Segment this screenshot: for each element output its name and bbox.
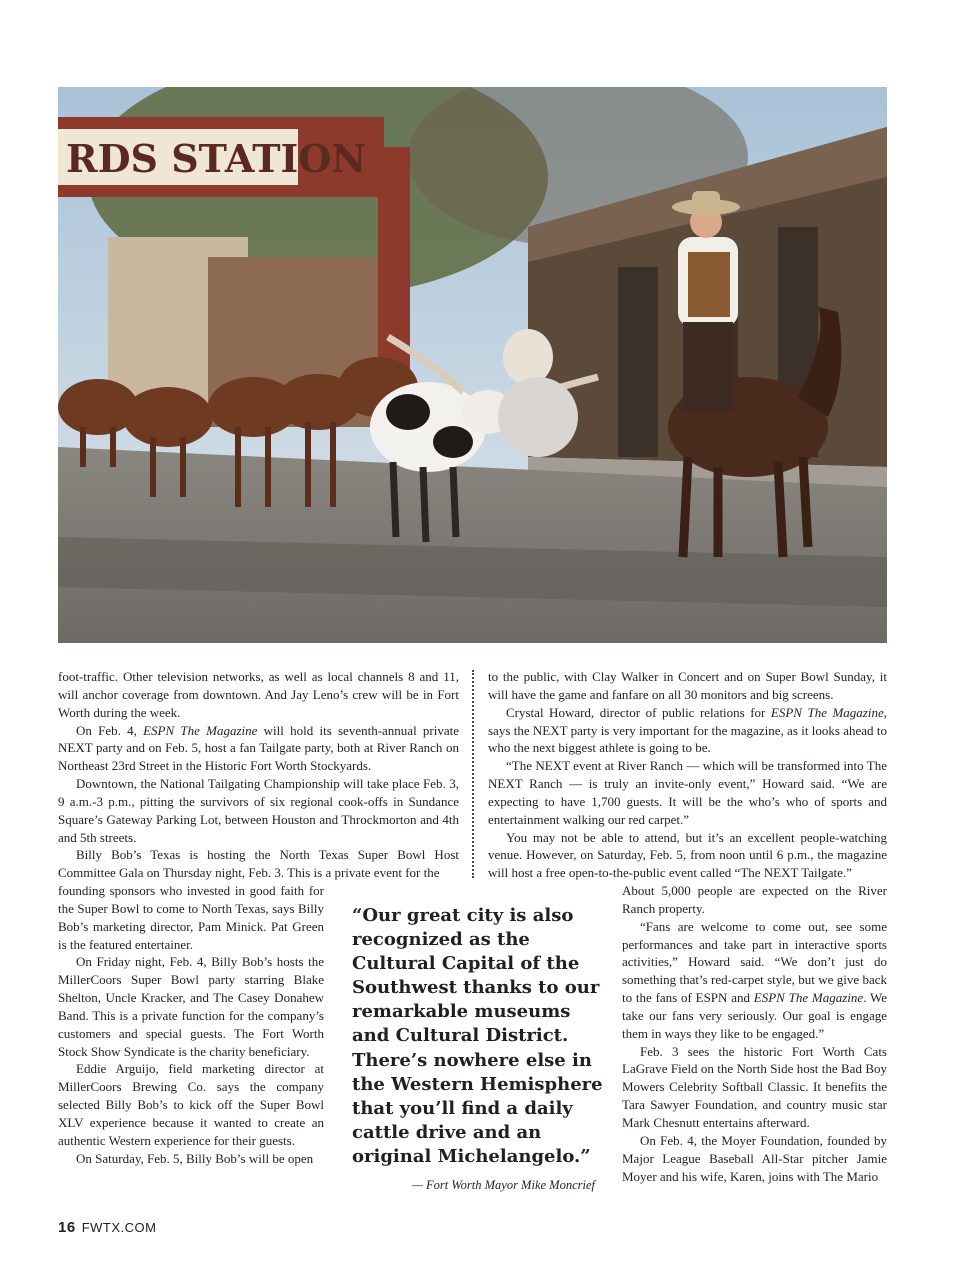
site-name: FWTX.COM bbox=[81, 1220, 157, 1235]
paragraph: About 5,000 people are expected on the River Ranch property. bbox=[622, 883, 887, 916]
magazine-title: ESPN The Magazine bbox=[770, 704, 884, 720]
paragraph: Crystal Howard, director of public relations for ESPN The Magazine, says the NEXT party is very important for the magazine, as it looks ahead to who the next biggest athlete is going to be. bbox=[488, 704, 887, 756]
paragraph: Feb. 3 sees the historic Fort Worth Cats LaGrave Field on the North Side host the Bad Boy Mowers Celebrity Softball Classic. It benefits the Tara Sawyer Foundation, and country music star Mark Chesnutt entertains afterward. bbox=[622, 1043, 887, 1130]
pull-quote: “Our great city is also recognized as the Cultural Capital of the Southwest thanks to our remarkable museums and Cultural District. There’s nowhere else in the Western Hemisphere that you’ll find a daily cattle drive and an original Michelangelo.” bbox=[352, 905, 603, 1167]
paragraph: “The NEXT event at River Ranch — which will be transformed into The NEXT Ranch — is truly an invite-only event,” Howard said. “We are expecting to have 1,700 guests. It will be the who’s who of sports and entertainment walking our red carpet.” bbox=[488, 758, 887, 827]
paragraph: “Fans are welcome to come out, see some performances and take part in interactive sports activities,” Howard said. “We don’t just do something that’s red-carpet style, but we give back to the fans of ESPN and ESPN The Magazine. We take our fans very seriously. Our goal is engage them in ways they like to be engaged.” bbox=[622, 918, 887, 1041]
page-number: 16 bbox=[58, 1219, 76, 1236]
pull-quote-attribution: — Fort Worth Mayor Mike Moncrief bbox=[411, 1178, 595, 1192]
article-column-3 bbox=[622, 882, 887, 1185]
paragraph: On Feb. 4, ESPN The Magazine will hold its seventh-annual private NEXT party and on Feb. 5, host a fan Tailgate party, both at River Ranch on Northeast 23rd Street in the Historic Fort Worth Stockyards. bbox=[58, 722, 460, 774]
article-column-1b bbox=[58, 882, 324, 1168]
paragraph: Downtown, the National Tailgating Championship will take place Feb. 3, 9 a.m.-3 p.m., pitting the survivors of six regional cook-offs in Sundance Square’s Gateway Parking Lot, between Houston and Throckmorton and 4th and 5th streets. bbox=[58, 776, 459, 845]
article-column-1 bbox=[58, 668, 459, 882]
paragraph: foot-traffic. Other television networks, as well as local channels 8 and 11, will anchor coverage from downtown. And Jay Leno’s crew will be in Fort Worth during the week. bbox=[58, 669, 459, 720]
paragraph: Eddie Arguijo, field marketing director at MillerCoors Brewing Co. says the company selected Billy Bob’s to kick off the Super Bowl XLV experience because it wanted to create an authentic Western experience for their guests. bbox=[58, 1061, 324, 1148]
magazine-title: ESPN The Magazine bbox=[753, 990, 864, 1006]
cattle-drive-photo bbox=[58, 87, 887, 643]
magazine-title: ESPN The Magazine bbox=[143, 722, 258, 738]
paragraph: to the public, with Clay Walker in Concert and on Super Bowl Sunday, it will have the game and fanfare on all 30 monitors and big screens. bbox=[488, 669, 887, 702]
paragraph: On Feb. 4, the Moyer Foundation, founded by Major League Baseball All-Star pitcher Jamie Moyer and his wife, Karen, joins with The Mario bbox=[622, 1132, 887, 1184]
paragraph: You may not be able to attend, but it’s an excellent people-watching venue. However, on Saturday, Feb. 5, from noon until 6 p.m., the magazine will host a free open-to-the-public event called “The NEXT Tailgate.” bbox=[488, 829, 887, 881]
cattle-drive-illustration bbox=[58, 87, 887, 643]
paragraph: Billy Bob’s Texas is hosting the North Texas Super Bowl Host Committee Gala on Thursday night, Feb. 3. This is a private event for the bbox=[58, 847, 459, 881]
article-column-2 bbox=[488, 668, 887, 882]
paragraph: founding sponsors who invested in good faith for the Super Bowl to come to North Texas, says Billy Bob’s marketing director, Pam Minick. Pat Green is the featured entertainer. bbox=[58, 883, 324, 952]
station-sign-text: RDS STATION bbox=[66, 136, 367, 181]
paragraph: On Friday night, Feb. 4, Billy Bob’s hosts the MillerCoors Super Bowl party starring Blake Shelton, Uncle Kracker, and The Casey Donahew Band. This is a private function for the company’s customers and special guests. The Fort Worth Stock Show Syndicate is the charity beneficiary. bbox=[58, 954, 324, 1059]
paragraph: On Saturday, Feb. 5, Billy Bob’s will be open bbox=[76, 1150, 314, 1166]
column-divider bbox=[472, 670, 474, 878]
page-folio bbox=[58, 1219, 156, 1236]
